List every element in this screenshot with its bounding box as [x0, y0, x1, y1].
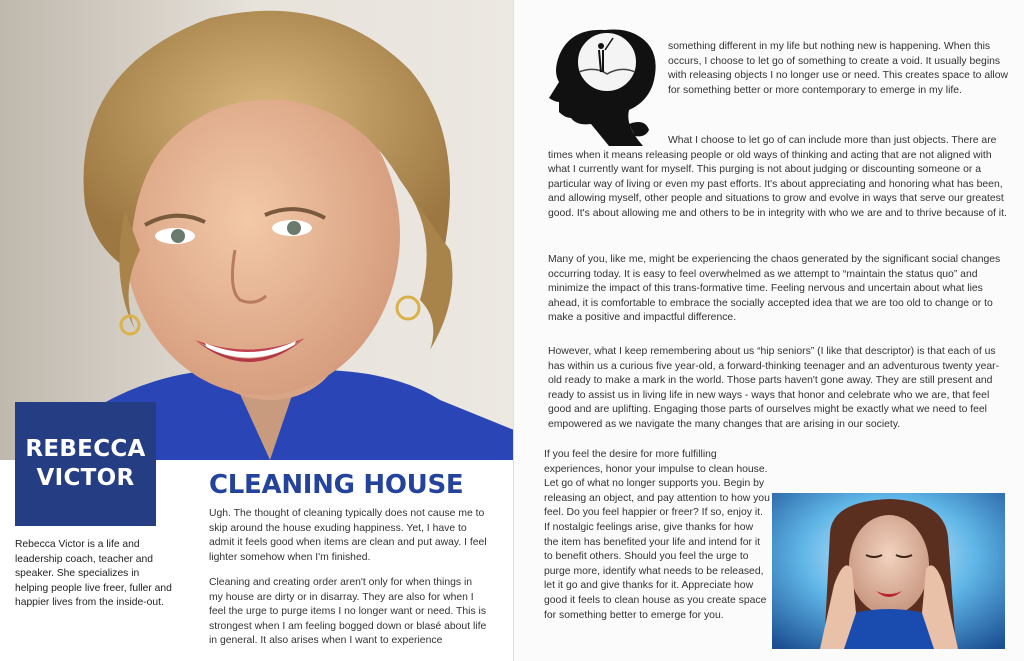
- article-paragraph-7: If you feel the desire for more fulfilling experiences, honor your impulse to clean house. Let go of what no longer supports you. Begin by releasing an object, and pay attention to how you feel. Do you feel happier or freer? If so, enjoy it. If nostalgic feelings arise, give thanks for how the item has benefited your life and intend for it to benefit others. Should you feel the urge to purge more, identify what needs to be released, let it go and give thanks for it. Appreciate how good it feels to clean house as you create space for something better to emerge for you.: [544, 449, 770, 621]
- article-paragraph-1: Ugh. The thought of cleaning typically does not cause me to skip around the house exuding happiness. Yet, I have to admit it feels good when items are clean and put away. I feel lighter somehow when I'm finished.: [209, 508, 487, 563]
- article-paragraph-4: What I choose to let go of can include more than just objects. There are times when it means releasing people or old ways of thinking and acting that are not aligned with what I currently want for myself. This purging is not about judging or discounting someone or a particular way of living or even my past efforts. It's about appreciating and honoring what has been, and allowing myself, other people and situations to grow and evolve in ways that serve our greatest good. It's about allowing me and others to be in integrity with who we are and to thrive because of it.: [548, 135, 1007, 219]
- article-paragraph-6: However, what I keep remembering about us “hip seniors” (I like that descriptor) is that each of us has within us a curious five year-old, a forward-thinking teenager and an adventurous twenty year-old ready to make a mark in the world. Those parts haven't gone away. They are still present and ready to assist us in living life in new ways - ways that honor and celebrate who we are, that feel good and are uplifting. Engaging those parts of ourselves might be exactly what we need to feel empowered as we navigate the many changes that are arising in our society.: [548, 346, 1000, 430]
- silhouette-head-illustration: [545, 26, 663, 146]
- article-title: CLEANING HOUSE: [209, 470, 464, 500]
- author-name-box: [15, 402, 156, 526]
- article-paragraph-5: Many of you, like me, might be experiencing the chaos generated by the significant social changes occurring today. It is easy to feel overwhelmed as we attempt to “maintain the status quo” and minimize the impact of this trans-formative time. Feeling nervous and uncertain about what lies ahead, it is comfortable to embrace the socially accepted idea that we are too old to change or to make a positive and impactful difference.: [548, 254, 1001, 324]
- author-portrait-image: [0, 0, 514, 460]
- stressed-woman-photo: [772, 493, 1005, 649]
- author-portrait: [0, 0, 514, 460]
- author-last-name: VICTOR: [36, 465, 135, 491]
- author-first-name: REBECCA: [25, 436, 146, 462]
- article-paragraph-2: Cleaning and creating order aren't only for when things in my house are dirty or in disarray. They are also for when I feel the urge to purge items I no longer want or need. This is strongest when I am feeling bogged down or blasé about life in general. It also arises when I want to experience: [209, 577, 487, 647]
- article-paragraph-3: something different in my life but nothing new is happening. When this occurs, I choose to let go of something to create a void. It usually begins with releasing objects I no longer use or need. This creates space to allow for something better or more contemporary to emerge in my life.: [668, 41, 1009, 96]
- author-bio: Rebecca Victor is a life and leadership coach, teacher and speaker. She specializes in helping people live freer, fuller and happier lives from the inside-out.: [15, 539, 172, 609]
